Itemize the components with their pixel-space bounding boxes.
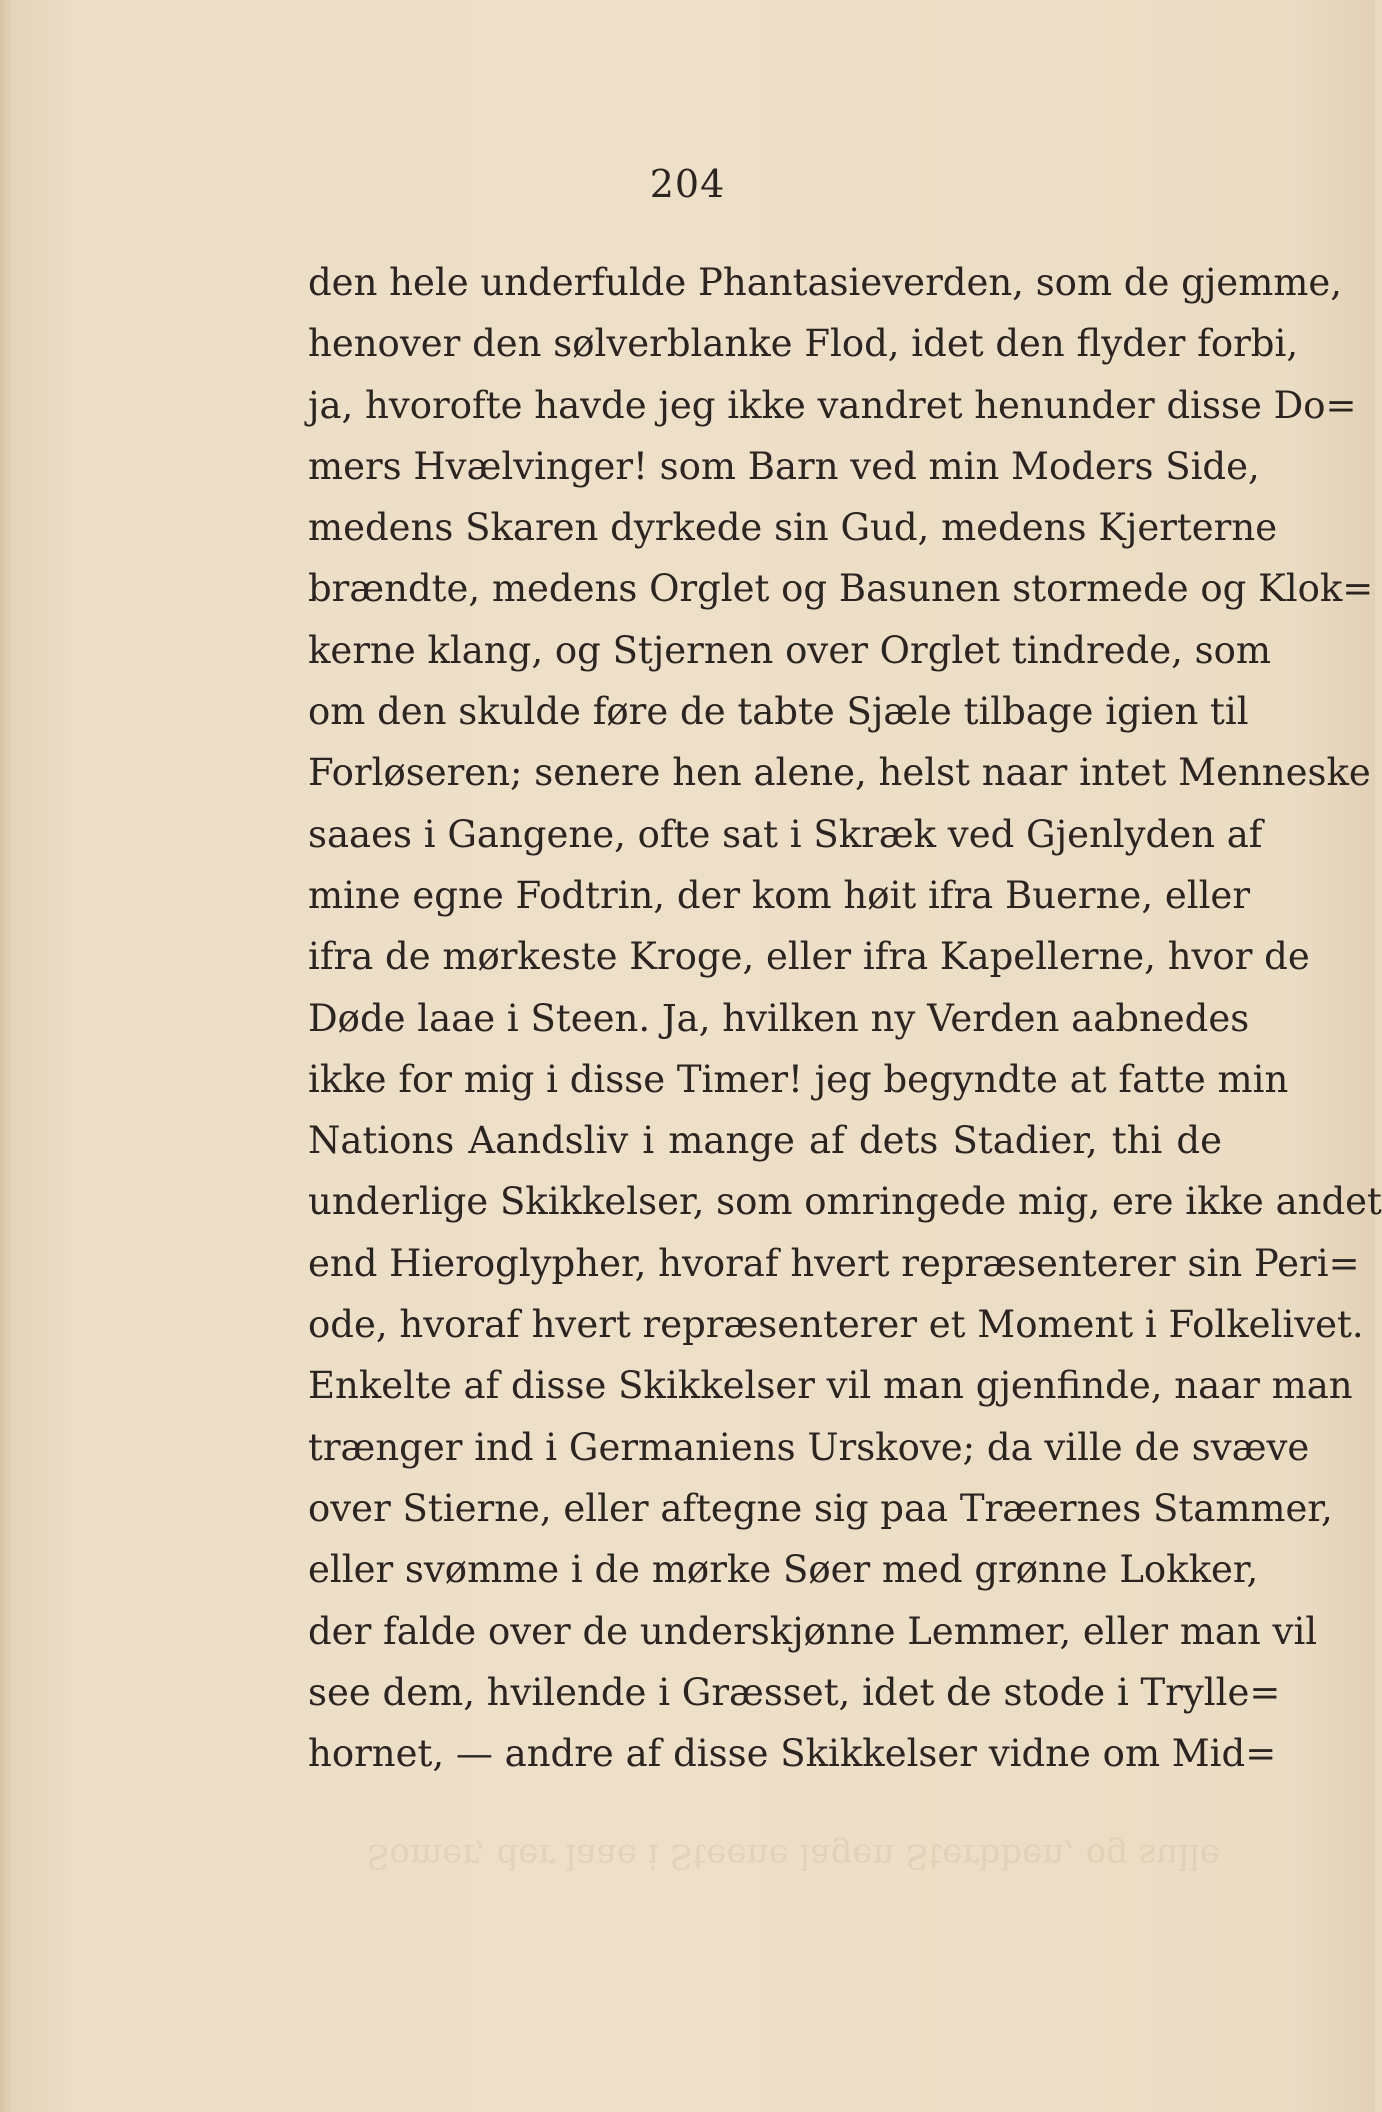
text-line: mine egne Fodtrin, der kom høit ifra Buerne, eller bbox=[308, 873, 1251, 917]
bleed-through-text: Somer, der laae i Steene lagen Sterbben, og sulle bbox=[366, 1836, 1220, 1876]
text-line: ode, hvoraf hvert repræsenterer et Moment i Folkelivet. bbox=[308, 1303, 1364, 1347]
body-text bbox=[308, 252, 1382, 1784]
text-line: Forløseren; senere hen alene, helst naar intet Menneske bbox=[308, 751, 1371, 795]
text-line: saaes i Gangene, ofte sat i Skræk ved Gjenlyden af bbox=[308, 812, 1263, 856]
text-line: brændte, medens Orglet og Basunen stormede og Klok= bbox=[308, 567, 1374, 611]
text-line: den hele underfulde Phantasieverden, som de gjemme, bbox=[308, 261, 1343, 304]
page-edge-shadow bbox=[0, 0, 12, 2112]
text-line: henover den sølverblanke Flod, idet den flyder forbi, bbox=[308, 322, 1299, 366]
text-line: der falde over de underskjønne Lemmer, eller man vil bbox=[308, 1609, 1318, 1653]
text-line: Nations Aandsliv i mange af dets Stadier, thi de bbox=[308, 1119, 1222, 1163]
text-line: end Hieroglypher, hvoraf hvert repræsenterer sin Peri= bbox=[308, 1241, 1360, 1285]
text-line: ikke for mig i disse Timer! jeg begyndte at fatte min bbox=[308, 1057, 1289, 1101]
text-line: om den skulde føre de tabte Sjæle tilbage igien til bbox=[308, 690, 1249, 734]
text-line: trænger ind i Germaniens Urskove; da ville de svæve bbox=[308, 1425, 1310, 1469]
text-line: Døde laae i Steen. Ja, hvilken ny Verden aabnedes bbox=[308, 996, 1250, 1040]
text-line: underlige Skikkelser, som omringede mig, ere ikke andet bbox=[308, 1180, 1382, 1224]
text-line: mers Hvælvinger! som Barn ved min Moders Side, bbox=[308, 444, 1260, 488]
text-line: hornet, — andre af disse Skikkelser vidne om Mid= bbox=[308, 1732, 1277, 1776]
text-line: medens Skaren dyrkede sin Gud, medens Kjerterne bbox=[308, 506, 1278, 550]
text-line: Enkelte af disse Skikkelser vil man gjenfinde, naar man bbox=[308, 1364, 1353, 1408]
text-line: see dem, hvilende i Græsset, idet de stode i Trylle= bbox=[308, 1670, 1281, 1714]
text-line: ifra de mørkeste Kroge, eller ifra Kapellerne, hvor de bbox=[308, 935, 1310, 979]
text-line: eller svømme i de mørke Søer med grønne Lokker, bbox=[308, 1548, 1259, 1592]
page-number: 204 bbox=[649, 162, 726, 206]
text-line: over Stierne, eller aftegne sig paa Træernes Stammer, bbox=[308, 1486, 1333, 1530]
text-line: ja, hvorofte havde jeg ikke vandret henunder disse Do= bbox=[308, 383, 1357, 427]
text-line: kerne klang, og Stjernen over Orglet tindrede, som bbox=[308, 628, 1271, 672]
